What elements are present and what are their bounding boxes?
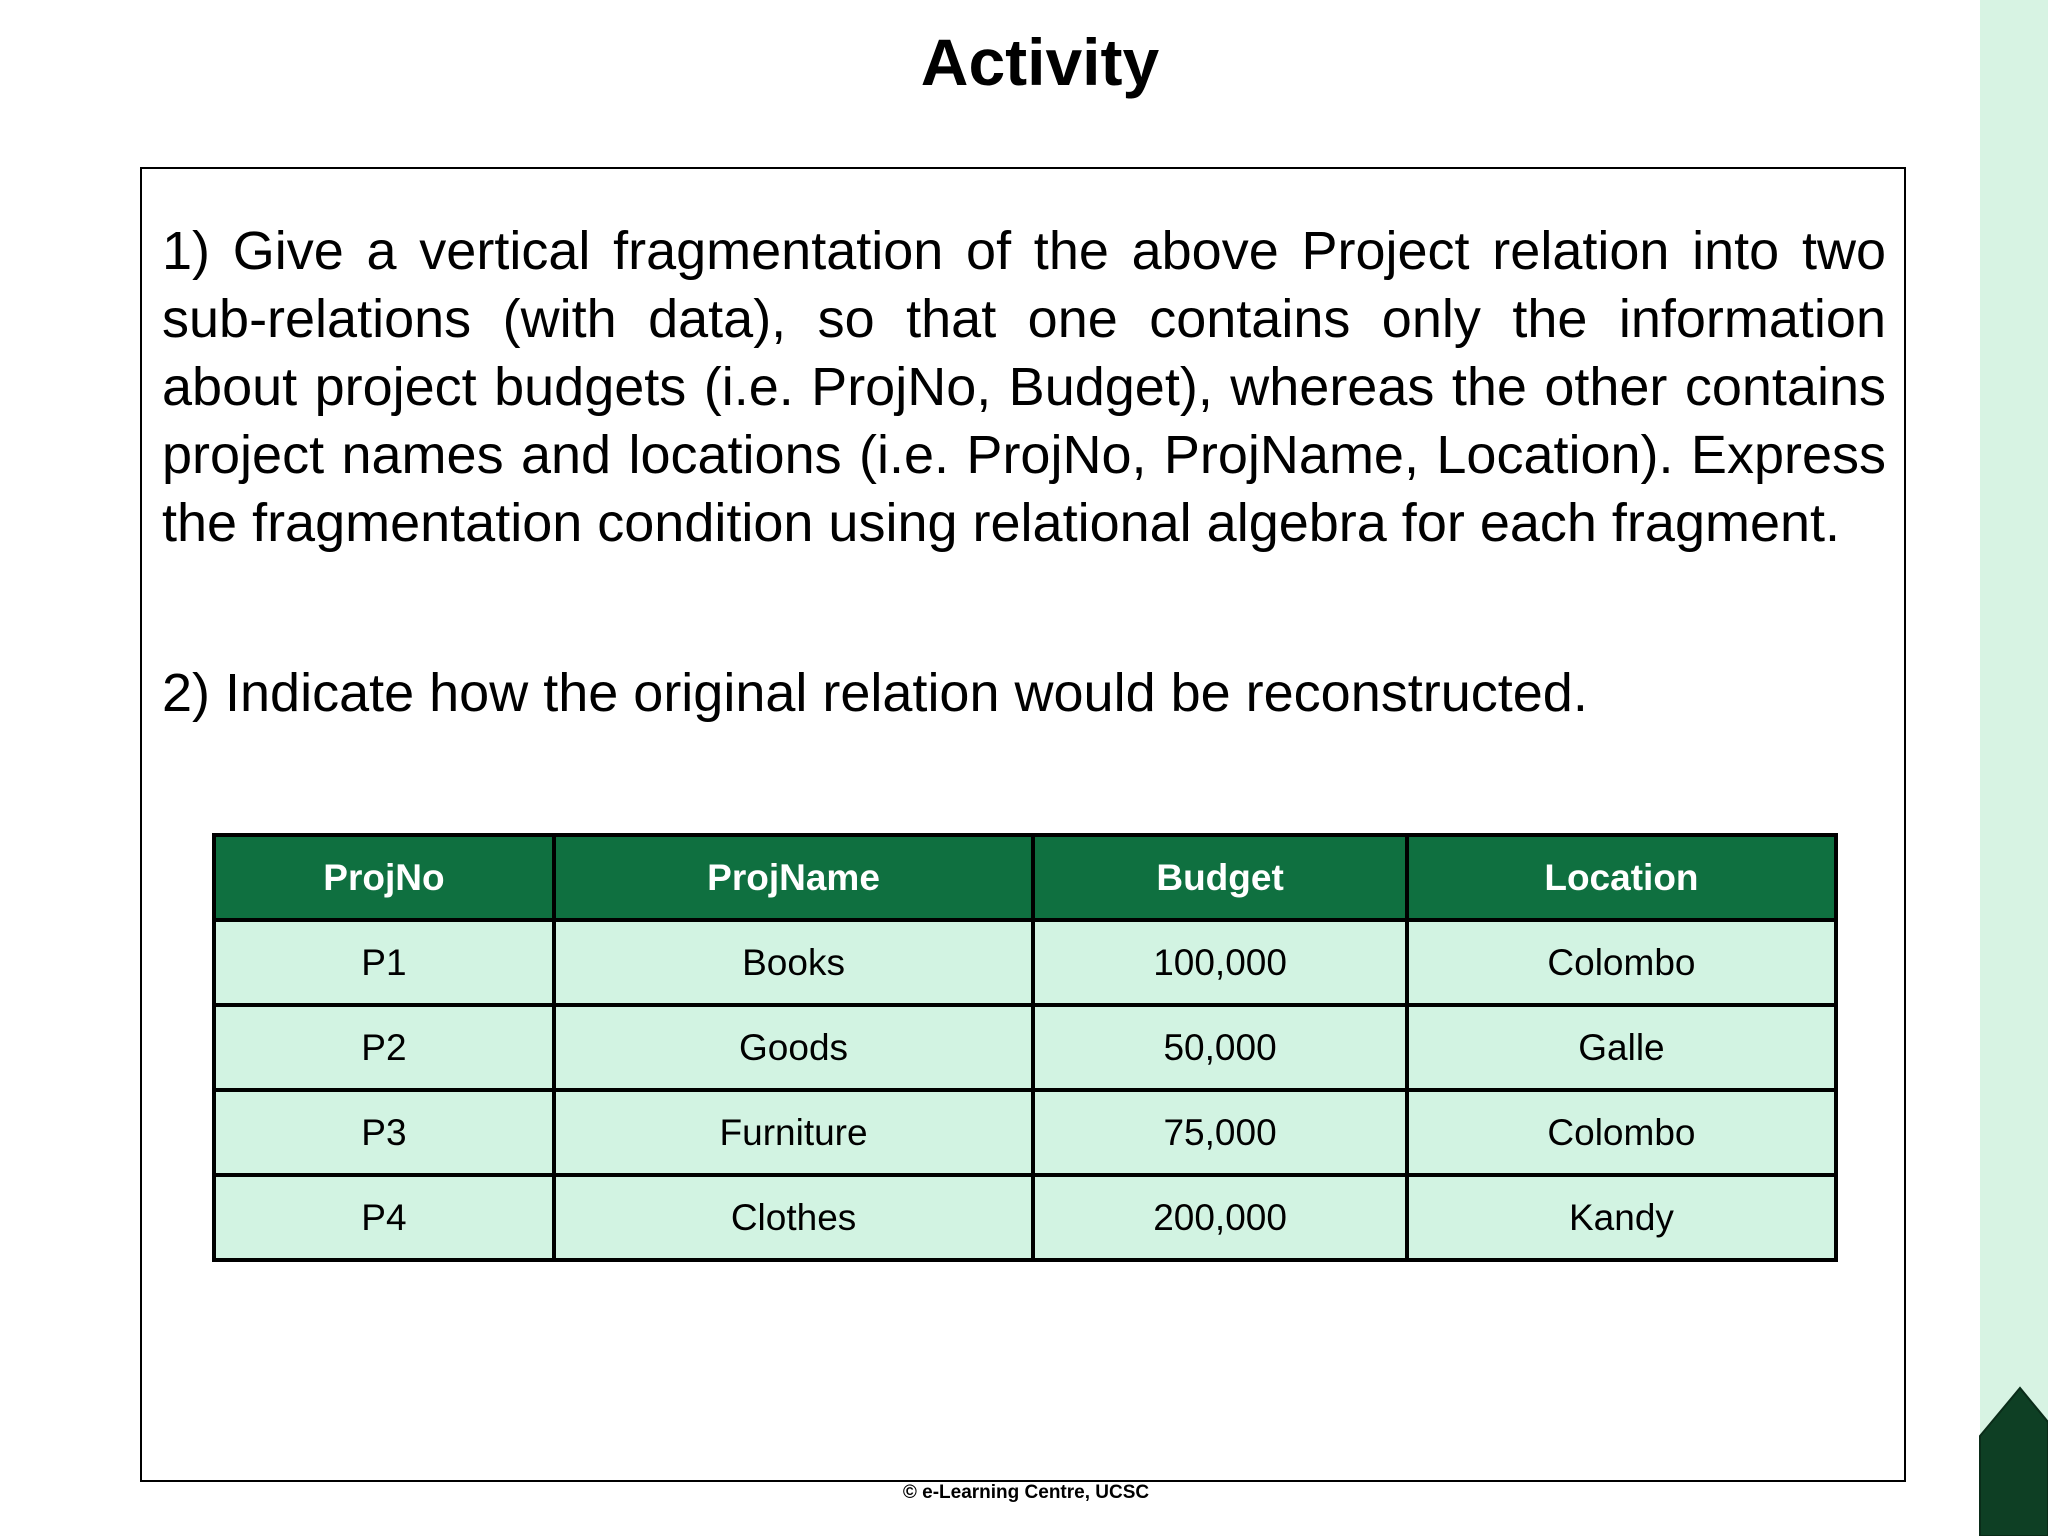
header-budget: Budget [1033, 835, 1407, 920]
cell-projname: Books [554, 920, 1033, 1005]
cell-projno: P3 [214, 1090, 554, 1175]
cell-location: Colombo [1407, 920, 1836, 1005]
cell-budget: 100,000 [1033, 920, 1407, 1005]
table-row [214, 1005, 1836, 1090]
cell-projname: Goods [554, 1005, 1033, 1090]
table-header-row [214, 835, 1836, 920]
cell-projno: P1 [214, 920, 554, 1005]
slide-title: Activity [920, 25, 1160, 99]
cell-projname: Furniture [554, 1090, 1033, 1175]
cell-projno: P4 [214, 1175, 554, 1260]
header-projno: ProjNo [214, 835, 554, 920]
question-1-text: 1) Give a vertical fragmentation of the above Project relation into two sub-relations (with data), so that one contains only the information about project budgets (i.e. ProjNo, Budget), whereas the other contains project names and locations (i.e. ProjNo, ProjName, Location). Express the fragmentation condition using relational algebra for each fragment. [162, 221, 1886, 553]
cell-projname: Clothes [554, 1175, 1033, 1260]
copyright-footer: © e-Learning Centre, UCSC [902, 1482, 1150, 1503]
side-decoration-bar [1980, 0, 2048, 1536]
content-box [140, 167, 1906, 1482]
table-row [214, 1175, 1836, 1260]
corner-arrow-shape [1978, 1386, 2048, 1536]
cell-budget: 200,000 [1033, 1175, 1407, 1260]
header-location: Location [1407, 835, 1836, 920]
cell-location: Colombo [1407, 1090, 1836, 1175]
cell-budget: 75,000 [1033, 1090, 1407, 1175]
cell-location: Kandy [1407, 1175, 1836, 1260]
cell-location: Galle [1407, 1005, 1836, 1090]
table-row [214, 1090, 1836, 1175]
cell-budget: 50,000 [1033, 1005, 1407, 1090]
cell-projno: P2 [214, 1005, 554, 1090]
table-row [214, 920, 1836, 1005]
project-table [212, 833, 1838, 1262]
header-projname: ProjName [554, 835, 1033, 920]
question-2-text: 2) Indicate how the original relation would be reconstructed. [162, 663, 1588, 723]
